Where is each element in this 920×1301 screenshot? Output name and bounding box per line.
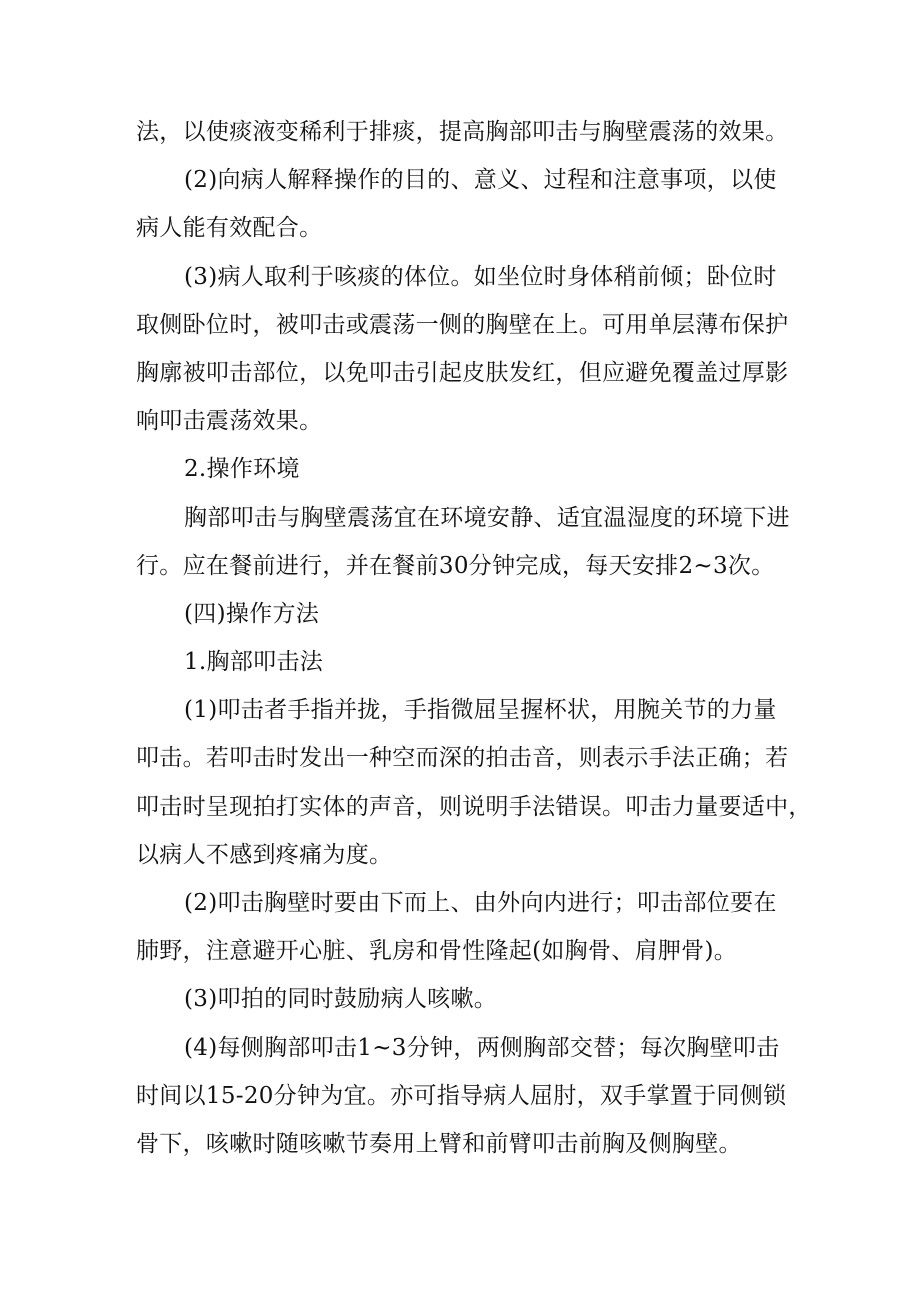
section-heading: 2.操作环境 (184, 456, 300, 483)
text-line: 行。应在餐前进行，并在餐前30分钟完成，每天安排2~3次。 (136, 552, 775, 579)
text-line: 叩击时呈现拍打实体的声音，则说明手法错误。叩击力量要适中， (136, 793, 812, 820)
section-heading: 1.胸部叩击法 (184, 649, 324, 676)
text-line: 法，以使痰液变稀利于排痰，提高胸部叩击与胸壁震荡的效果。 (136, 119, 789, 145)
text-line: 以病人不感到疼痛为度。 (136, 841, 393, 868)
text-line: 取侧卧位时，被叩击或震荡一侧的胸壁在上。可用单层薄布保护 (136, 311, 789, 338)
text-line: (2)向病人解释操作的目的、意义、过程和注意事项，以使 (184, 167, 777, 194)
text-line: 骨下，咳嗽时随咳嗽节奏用上臂和前臂叩击前胸及侧胸壁。 (136, 1130, 742, 1157)
text-line: 时间以15-20分钟为宜。亦可指导病人屈肘，双手掌置于同侧锁 (136, 1082, 787, 1109)
text-line: (4)每侧胸部叩击1~3分钟，两侧胸部交替；每次胸壁叩击 (184, 1034, 780, 1061)
text-line: (3)病人取利于咳痰的体位。如坐位时身体稍前倾；卧位时 (184, 263, 777, 290)
text-line: (1)叩击者手指并拢，手指微屈呈握杯状，用腕关节的力量 (184, 697, 777, 724)
text-line: 叩击。若叩击时发出一种空而深的拍击音，则表示手法正确；若 (136, 745, 789, 772)
section-heading: (四)操作方法 (184, 600, 320, 627)
text-line: (2)叩击胸壁时要由下而上、由外向内进行；叩击部位要在 (184, 890, 777, 916)
text-line: 响叩击震荡效果。 (136, 408, 323, 435)
text-line: 病人能有效配合。 (136, 215, 323, 242)
text-line: 肺野，注意避开心脏、乳房和骨性隆起(如胸骨、肩胛骨)。 (136, 938, 738, 965)
text-line: (3)叩拍的同时鼓励病人咳嗽。 (184, 986, 498, 1013)
body-text (136, 108, 812, 1168)
text-line: 胸部叩击与胸壁震荡宜在环境安静、适宜温湿度的环境下进 (184, 504, 790, 531)
text-line: 胸廓被叩击部位，以免叩击引起皮肤发红，但应避免覆盖过厚影 (136, 359, 789, 386)
